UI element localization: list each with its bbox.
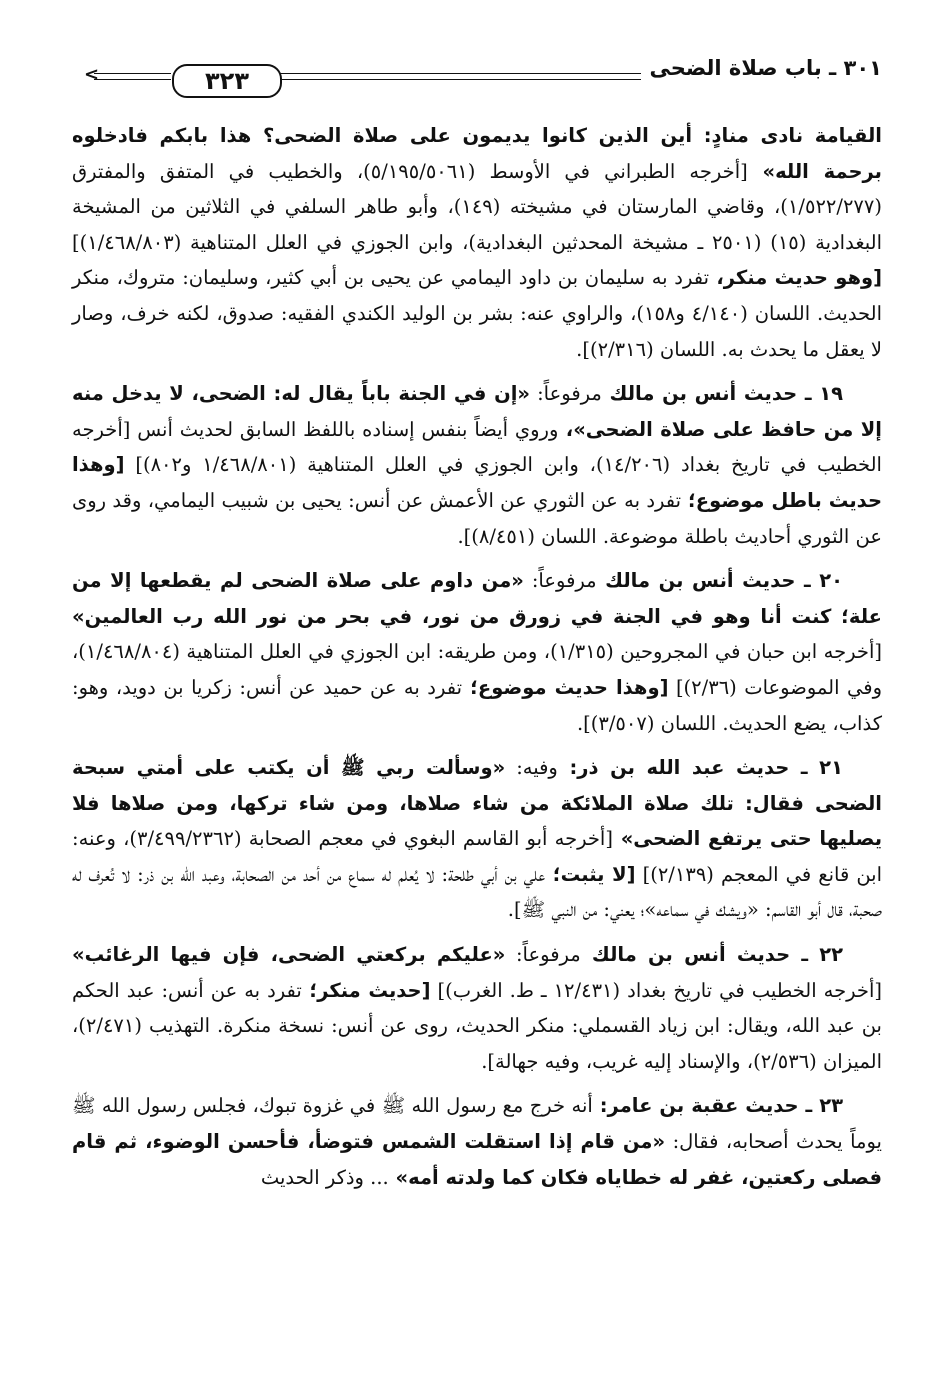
bold-text: «من قام إذا استقلت الشمس فتوضأ، فأحسن الوضوء، ثم قام فصلى ركعتين، غفر له خطاياه فكان كما ولدته أمه»: [72, 1130, 882, 1189]
body-text: أنه خرج مع رسول الله ﷺ في غزوة تبوك، فجلس رسول الله ﷺ يوماً يحدث أصحابه، فقال:: [72, 1094, 882, 1154]
body-text: تفرد به سليمان بن داود اليمامي عن يحيى بن أبي كثير، وسليمان: متروك، منكر الحديث. اللسان (٤/١٤٠ و١٥٨)، والراوي عنه: بشر بن الوليد الكندي الفقيه: صدوق، لكنه خرف، وصار لا يعقل ما يحدث به. اللسان (٢/٣١٦)].: [72, 266, 883, 361]
body-text: [أخرجه الخطيب في تاريخ بغداد (١٢/٤٣١ ـ ط. الغرب)]: [430, 978, 883, 1002]
header-rule: [94, 73, 171, 74]
bold-text: «إن في الجنة باباً يقال له: الضحى، لا يدخل منه إلا من حافظ على صلاة الضحى»،: [72, 382, 882, 441]
body-text: مرفوعاً:: [523, 569, 597, 593]
header-rule: [94, 79, 171, 80]
hadith-paragraph: [72, 118, 882, 367]
bold-text: [وهذا حديث باطل موضوع؛: [72, 453, 882, 512]
body-text: وروي أيضاً بنفس إسناده باللفظ السابق لحديث أنس [أخرجه الخطيب في تاريخ بغداد (١٤/٢٠٦)، وابن الجوزي في العلل المتناهية (١/٤٦٨/٨٠١ و٨٠٢)]: [72, 417, 882, 477]
body-text: مرفوعاً:: [505, 943, 581, 967]
bold-text: ٢٢ ـ حديث أنس بن مالك: [580, 943, 844, 967]
hadith-paragraph: [72, 750, 882, 928]
bold-text: [لا يثبت؛: [545, 862, 636, 886]
bold-text: «عليكم بركعتي الضحى، فإن فيها الرغائب»: [72, 943, 506, 967]
chevron-left-icon: <: [84, 64, 100, 85]
body-text: [أخرجه أبو القاسم البغوي في معجم الصحابة (٣/٤٩٩/٢٣٦٢)، وعنه: ابن قانع في المعجم (٢/١٣٩)]: [72, 827, 883, 886]
page-number: ٣٢٣: [172, 64, 282, 98]
bold-text: ٢١ ـ حديث عبد الله بن ذر:: [557, 756, 843, 780]
bold-text: [حديث منكر؛: [301, 978, 431, 1002]
bold-text: [وهو حديث منكر،: [709, 266, 882, 290]
bold-text: «وسألت ربي ﷺ أن يكتب على أمتي سبحة الضحى فقال: تلك صلاة الملائكة من شاء صلاها، ومن شاء تركها، ومن صلاها فلا يصليها حتى يرتفع الضحى»: [72, 756, 883, 851]
page-body: [72, 118, 882, 1204]
body-text: مرفوعاً:: [530, 382, 602, 406]
body-text: تفرد به عن حميد عن أنس: زكريا بن دويد، وهو: كذاب، يضع الحديث. اللسان (٣/٥٠٧)].: [72, 675, 882, 735]
body-text: [أخرجه ابن حبان في المجروحين (١/٣١٥)، ومن طريقه: ابن الجوزي في العلل المتناهية (١/٤٦٨/٨٠٤)، وفي الموضوعات (٢/٣٦)]: [72, 640, 882, 699]
hadith-paragraph: [72, 376, 882, 554]
body-text: تفرد به عن أنس: عبد الحكم بن عبد الله، ويقال: ابن زياد القسملي: منكر الحديث، روى عن أنس: نسخة منكرة. التهذيب (٢/٤٧١)، الميزان (٢/٥٣٦)، والإسناد إليه غريب، وفيه جهالة].: [72, 978, 882, 1073]
body-text: ... وذكر الحديث: [260, 1165, 389, 1189]
bold-text: ٢٣ ـ حديث عقبة بن عامر:: [592, 1094, 843, 1118]
bold-text: ١٩ ـ حديث أنس بن مالك: [601, 382, 843, 406]
body-text: وفيه:: [505, 756, 558, 780]
page-header: [72, 52, 882, 98]
body-text: [أخرجه الطبراني في الأوسط (٥/١٩٥/٥٠٦١)، والخطيب في المتفق والمفترق (١/٥٢٢/٢٧٧)، وقاضي المارستان في مشيخته (١٤٩)، وأبو طاهر السلفي في الثلاثين من المشيخة البغدادية (١٥) (٢٥٠١ ـ مشيخة المحدثين البغدادية)، وابن الجوزي في العلل المتناهية (١/٤٦٨/٨٠٣)]: [72, 159, 882, 254]
hadith-paragraph: [72, 563, 882, 741]
hadith-paragraph: [72, 937, 882, 1079]
bold-text: القيامة نادى منادٍ: أين الذين كانوا يديمون على صلاة الضحى؟ هذا بابكم فادخلوه برحمة الله»: [72, 124, 882, 183]
chapter-title: ٣٠١ ـ باب صلاة الضحى: [641, 56, 882, 80]
hadith-paragraph: [72, 1088, 882, 1195]
body-text: تفرد به عن الثوري عن الأعمش عن أنس: يحيى بن شبيب اليمامي، وقد روى عن الثوري أحاديث باطلة موضوعة. اللسان (٨/٤٥١)].: [72, 488, 882, 548]
body-text: علي بن أبي طلحة: لا يُعلم له سماع من أحد من الصحابة، وعبد الله بن ذر: لا تُعرف له صحبة، قال أبو القاسم: «ويشك في سماعه»؛ يعني: من النبي ﷺ].: [72, 862, 882, 922]
bold-text: ٢٠ ـ حديث أنس بن مالك: [596, 569, 843, 593]
bold-text: [وهذا حديث موضوع؛: [462, 675, 669, 699]
bold-text: «من داوم على صلاة الضحى لم يقطعها إلا من علة؛ كنت أنا وهو في الجنة في زورق من نور، في بحر من نور الله رب العالمين»: [72, 569, 882, 628]
